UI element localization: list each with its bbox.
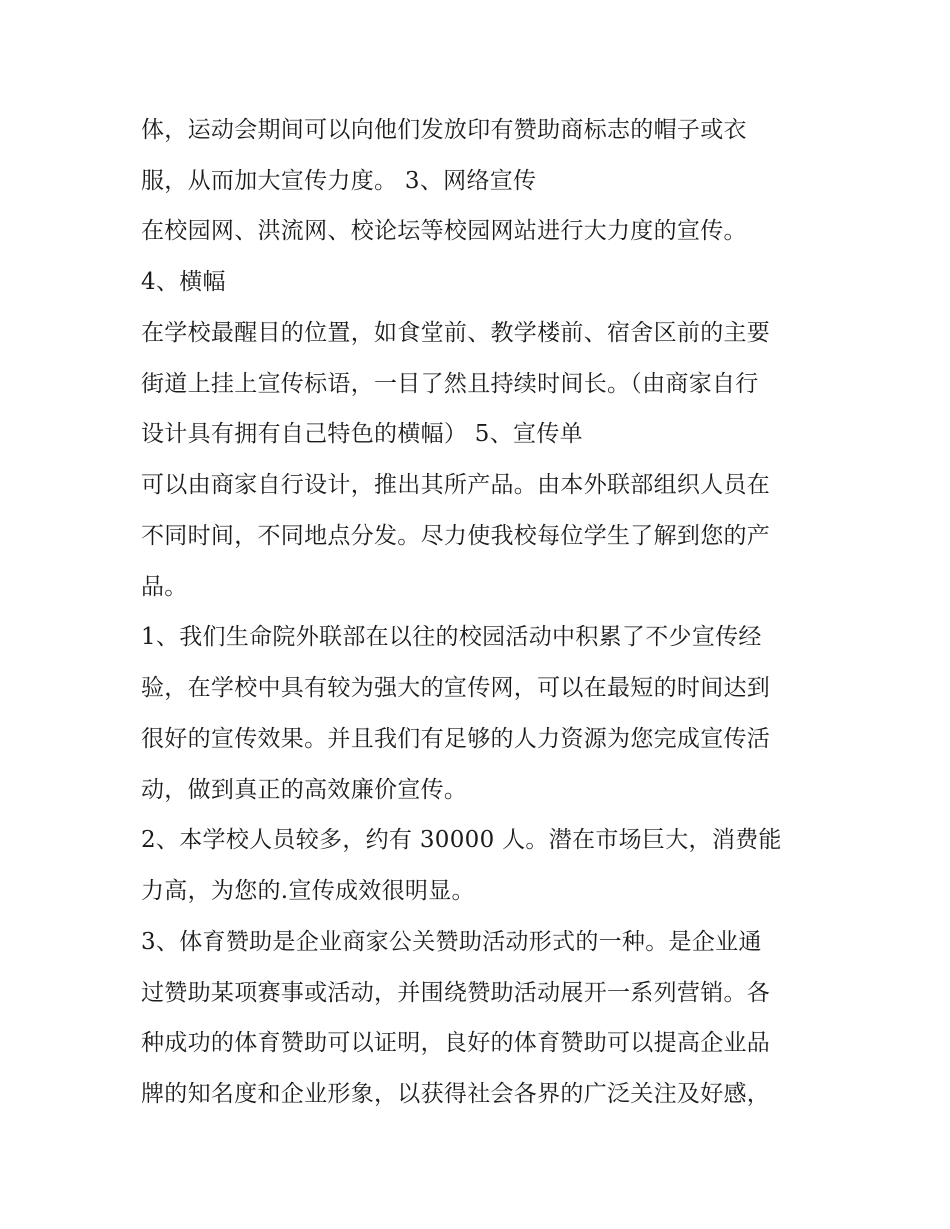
text-line: 验，在学校中具有较为强大的宣传网，可以在最短的时间达到 [141,675,771,701]
text-line: 设计具有拥有自己特色的横幅） 5、宣传单 [141,421,583,447]
text-line: 牌的知名度和企业形象，以获得社会各界的广泛关注及好感， [141,1081,771,1107]
text-line: 体，运动会期间可以向他们发放印有赞助商标志的帽子或衣 [141,117,747,143]
text-line: 动，做到真正的高效廉价宣传。 [141,777,468,803]
text-line: 2、本学校人员较多，约有 30000 人。潜在市场巨大，消费能 [141,827,782,853]
text-line: 过赞助某项赛事或活动，并围绕赞助活动展开一系列营销。各 [141,980,771,1006]
text-line: 3、体育赞助是企业商家公关赞助活动形式的一种。是企业通 [141,929,762,955]
text-line: 在校园网、洪流网、校论坛等校园网站进行大力度的宣传。 [141,218,747,244]
text-line: 4、横幅 [141,269,226,295]
text-line: 不同时间，不同地点分发。尽力使我校每位学生了解到您的产 [141,523,771,549]
text-line: 种成功的体育赞助可以证明，良好的体育赞助可以提高企业品 [141,1030,771,1056]
text-line: 1、我们生命院外联部在以往的校园活动中积累了不少宣传经 [141,624,762,650]
text-line: 可以由商家自行设计，推出其所产品。由本外联部组织人员在 [141,472,771,498]
text-line: 街道上挂上宣传标语，一目了然且持续时间长。（由商家自行 [141,371,759,397]
text-line: 在学校最醒目的位置，如食堂前、教学楼前、宿舍区前的主要 [141,320,771,346]
text-line: 服，从而加大宣传力度。 3、网络宣传 [141,168,537,194]
text-line: 品。 [141,574,188,600]
text-line: 很好的宣传效果。并且我们有足够的人力资源为您完成宣传活 [141,726,771,752]
text-line: 力高，为您的.宣传成效很明显。 [141,878,475,904]
